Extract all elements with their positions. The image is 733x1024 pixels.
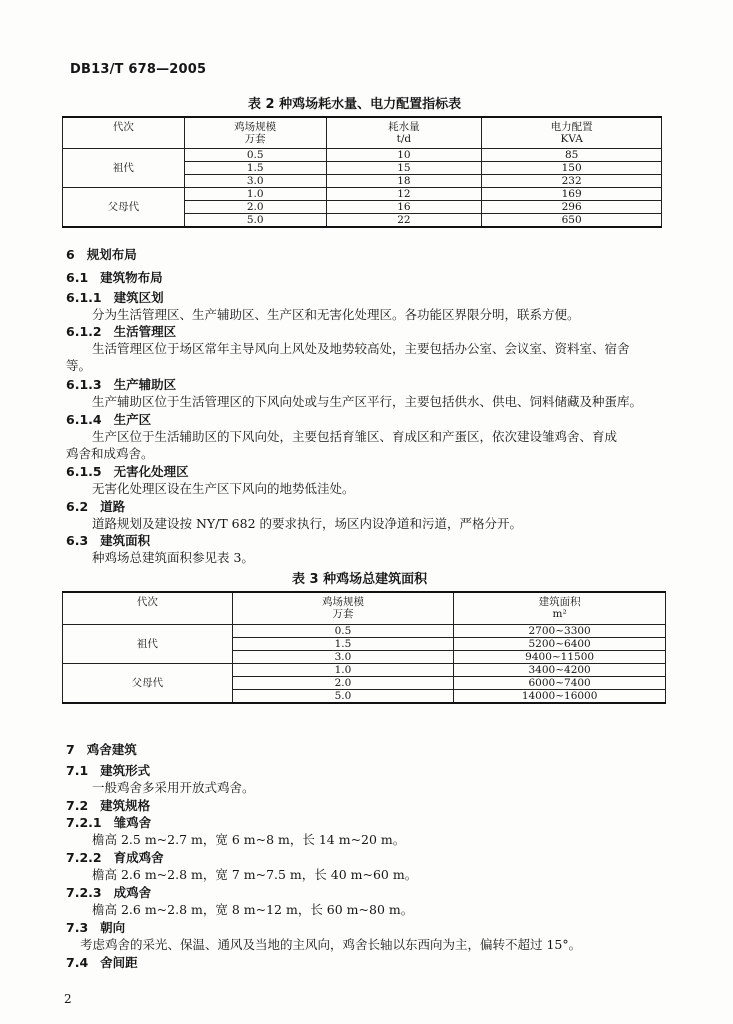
table2-group-grandparent: 祖代 xyxy=(63,148,185,187)
table-cell: 650 xyxy=(482,213,662,227)
table-cell: 169 xyxy=(482,187,662,200)
section-6-2-text: 道路规划及建设按 NY/T 682 的要求执行，场区内设净道和污道，严格分开。 xyxy=(92,516,523,531)
table3-header-row xyxy=(63,592,666,624)
section-6-1-5-heading: 6.1.5 无害化处理区 xyxy=(66,464,189,479)
table-cell: 22 xyxy=(326,213,482,227)
section-7-2-3-heading: 7.2.3 成鸡舍 xyxy=(66,885,152,900)
table-cell: 1.0 xyxy=(232,663,454,676)
table-cell: 5.0 xyxy=(184,213,326,227)
table-cell: 2.0 xyxy=(232,676,454,689)
table-cell: 0.5 xyxy=(184,148,326,161)
running-header: DB13/T 678—2005 xyxy=(70,62,207,77)
table-cell: 6000~7400 xyxy=(454,676,666,689)
table-cell: 2700~3300 xyxy=(454,624,666,637)
section-6-3-heading: 6.3 建筑面积 xyxy=(66,533,151,548)
table3-group-grandparent: 祖代 xyxy=(63,624,233,663)
section-6-1-3-heading: 6.1.3 生产辅助区 xyxy=(66,377,177,392)
table2-caption: 表 2 种鸡场耗水量、电力配置指标表 xyxy=(248,97,462,112)
section-6-3-text: 种鸡场总建筑面积参见表 3。 xyxy=(92,550,254,565)
table-cell: 1.5 xyxy=(232,637,454,650)
table-row xyxy=(63,663,666,676)
section-7-1-heading: 7.1 建筑形式 xyxy=(66,763,151,778)
section-6-1-1-text: 分为生活管理区、生产辅助区、生产区和无害化处理区。各功能区界限分明，联系方便。 xyxy=(92,307,580,322)
table-cell: 232 xyxy=(482,174,662,187)
table-cell: 9400~11500 xyxy=(454,650,666,663)
table2-header-generation: 代次 xyxy=(63,117,185,148)
table2-header-water: 耗水量 t/d xyxy=(326,117,482,148)
section-7-2-1-text: 檐高 2.5 m~2.7 m，宽 6 m~8 m，长 14 m~20 m。 xyxy=(92,832,406,847)
table3-header-generation: 代次 xyxy=(63,592,233,624)
section-7-heading: 7 鸡舍建筑 xyxy=(66,742,137,757)
section-7-2-heading: 7.2 建筑规格 xyxy=(66,798,151,813)
table-cell: 2.0 xyxy=(184,200,326,213)
table-cell: 14000~16000 xyxy=(454,689,666,703)
table-cell: 16 xyxy=(326,200,482,213)
table-cell: 150 xyxy=(482,161,662,174)
section-6-1-5-text: 无害化处理区设在生产区下风向的地势低洼处。 xyxy=(92,481,355,496)
table-cell: 5200~6400 xyxy=(454,637,666,650)
section-7-2-1-heading: 7.2.1 雏鸡舍 xyxy=(66,815,152,830)
table-cell: 3400~4200 xyxy=(454,663,666,676)
section-6-1-2-text-line2: 等。 xyxy=(66,358,92,373)
table2-header-scale: 鸡场规模 万套 xyxy=(184,117,326,148)
page-number: 2 xyxy=(64,992,72,1006)
table-cell: 12 xyxy=(326,187,482,200)
table3-caption: 表 3 种鸡场总建筑面积 xyxy=(292,572,428,587)
table-row xyxy=(63,148,662,161)
table3-group-parent: 父母代 xyxy=(63,663,233,703)
section-6-1-heading: 6.1 建筑物布局 xyxy=(66,270,163,285)
table-cell: 1.5 xyxy=(184,161,326,174)
table-cell: 10 xyxy=(326,148,482,161)
table3-header-scale: 鸡场规模 万套 xyxy=(232,592,454,624)
table-cell: 5.0 xyxy=(232,689,454,703)
table-row xyxy=(63,187,662,200)
table-row xyxy=(63,624,666,637)
section-7-1-text: 一般鸡舍多采用开放式鸡舍。 xyxy=(92,780,255,795)
section-6-1-3-text: 生产辅助区位于生活管理区的下风向处或与生产区平行，主要包括供水、供电、饲料储藏及种蛋库。 xyxy=(92,394,643,409)
section-6-1-1-heading: 6.1.1 建筑区划 xyxy=(66,290,164,305)
section-6-1-4-heading: 6.1.4 生产区 xyxy=(66,412,152,427)
table-cell: 1.0 xyxy=(184,187,326,200)
section-6-1-2-text-line1: 生活管理区位于场区常年主导风向上风处及地势较高处，主要包括办公室、会议室、资料室、宿舍 xyxy=(92,341,630,356)
section-7-2-2-heading: 7.2.2 育成鸡舍 xyxy=(66,850,164,865)
table-cell: 3.0 xyxy=(184,174,326,187)
table-cell: 296 xyxy=(482,200,662,213)
section-6-heading: 6 规划布局 xyxy=(66,247,137,262)
table-cell: 0.5 xyxy=(232,624,454,637)
table-cell: 18 xyxy=(326,174,482,187)
section-7-3-heading: 7.3 朝向 xyxy=(66,920,126,935)
table2-header-row xyxy=(63,117,662,148)
section-6-1-2-heading: 6.1.2 生活管理区 xyxy=(66,324,177,339)
table-cell: 3.0 xyxy=(232,650,454,663)
section-7-2-3-text: 檐高 2.6 m~2.8 m，宽 8 m~12 m，长 60 m~80 m。 xyxy=(92,902,414,917)
table2-header-power: 电力配置 KVA xyxy=(482,117,662,148)
section-6-1-4-text-line2: 鸡舍和成鸡舍。 xyxy=(66,446,154,461)
table-cell: 15 xyxy=(326,161,482,174)
section-6-2-heading: 6.2 道路 xyxy=(66,499,126,514)
table2-group-parent: 父母代 xyxy=(63,187,185,227)
table2 xyxy=(62,116,662,228)
section-7-2-2-text: 檐高 2.6 m~2.8 m，宽 7 m~7.5 m，长 40 m~60 m。 xyxy=(92,867,418,882)
table3-header-area: 建筑面积 m² xyxy=(454,592,666,624)
section-6-1-4-text-line1: 生产区位于生活辅助区的下风向处，主要包括育雏区、育成区和产蛋区，依次建设雏鸡舍、育成 xyxy=(92,429,618,444)
table-cell: 85 xyxy=(482,148,662,161)
table3 xyxy=(62,591,666,704)
section-7-3-text: 考虑鸡舍的采光、保温、通风及当地的主风向，鸡舍长轴以东西向为主，偏转不超过 15°。 xyxy=(80,937,582,952)
section-7-4-heading: 7.4 舍间距 xyxy=(66,955,138,970)
